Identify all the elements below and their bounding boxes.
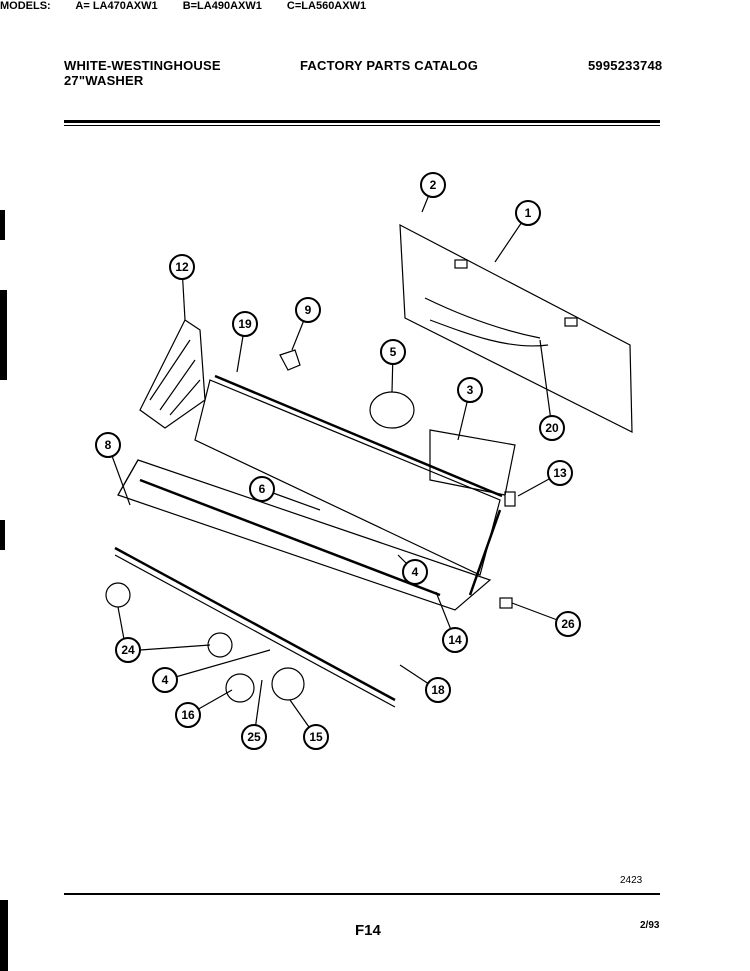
model-b: B=LA490AXW1 [182,0,262,12]
catalog-number: 5995233748 [588,58,663,73]
callout-19 [233,312,257,336]
svg-text:19: 19 [238,317,252,331]
model-c: C=LA560AXW1 [286,0,367,12]
svg-text:4: 4 [161,673,169,687]
knob-16 [226,674,254,702]
callout-18 [426,678,450,702]
callout-6 [250,477,274,501]
knob-15 [272,668,304,700]
callout-14 [443,628,467,652]
switch-part [280,350,300,370]
svg-text:20: 20 [545,421,559,435]
knob-24b [208,633,232,657]
callout-15 [304,725,328,749]
svg-text:4: 4 [411,565,419,579]
callout-5 [381,340,405,364]
svg-text:13: 13 [553,466,567,480]
control-board [430,430,515,495]
svg-text:15: 15 [309,730,323,744]
callout-25 [242,725,266,749]
header-rule [64,120,660,123]
svg-text:5: 5 [389,345,397,359]
callout-13 [548,461,572,485]
page-label: F14 [355,922,381,939]
footer-rule [64,893,660,895]
back-panel [400,225,632,432]
trim-strip [140,480,440,595]
svg-text:9: 9 [304,303,312,317]
models-label: MODELS: [0,0,51,12]
svg-text:6: 6 [258,482,266,496]
scan-edge-mark [0,900,8,971]
callout-20 [540,416,564,440]
catalog-title: FACTORY PARTS CATALOG [300,58,479,73]
model-a: A= LA470AXW1 [75,0,158,12]
bracket-detail [150,340,200,415]
callout-3 [458,378,482,402]
drawing-number: 2423 [620,875,643,886]
panel-tab [565,318,577,326]
svg-text:12: 12 [175,260,189,274]
callout-8 [96,433,120,457]
trim-edge [118,460,138,495]
svg-text:2: 2 [429,178,437,192]
callout-26 [556,612,580,636]
timer-body [370,392,414,428]
callout-9 [296,298,320,322]
exploded-parts-drawing [0,150,750,880]
bracket-clip-13 [505,492,515,506]
svg-text:8: 8 [104,438,112,452]
product-name: 27"WASHER [64,73,144,88]
svg-text:16: 16 [181,708,195,722]
side-bracket [470,510,500,595]
callout-16 [176,703,200,727]
callout-12 [170,255,194,279]
console-panel [195,380,500,575]
callout-1 [516,201,540,225]
callout-2 [421,173,445,197]
svg-text:25: 25 [247,730,261,744]
svg-text:18: 18 [431,683,445,697]
callout-4b [153,668,177,692]
panel-tab [455,260,467,268]
svg-text:1: 1 [524,206,532,220]
header-rule-thin [64,125,660,126]
bracket-clip [500,598,512,608]
svg-text:3: 3 [466,383,474,397]
brand-block [64,58,221,88]
svg-text:14: 14 [448,633,462,647]
page-date: 2/93 [640,920,660,931]
svg-text:24: 24 [121,643,135,657]
models-line [0,0,750,12]
callout-4a [403,560,427,584]
callout-24 [116,638,140,662]
brand-name: WHITE-WESTINGHOUSE [64,58,221,73]
svg-text:26: 26 [561,617,575,631]
knob-24a [106,583,130,607]
wire-harness [425,298,548,346]
